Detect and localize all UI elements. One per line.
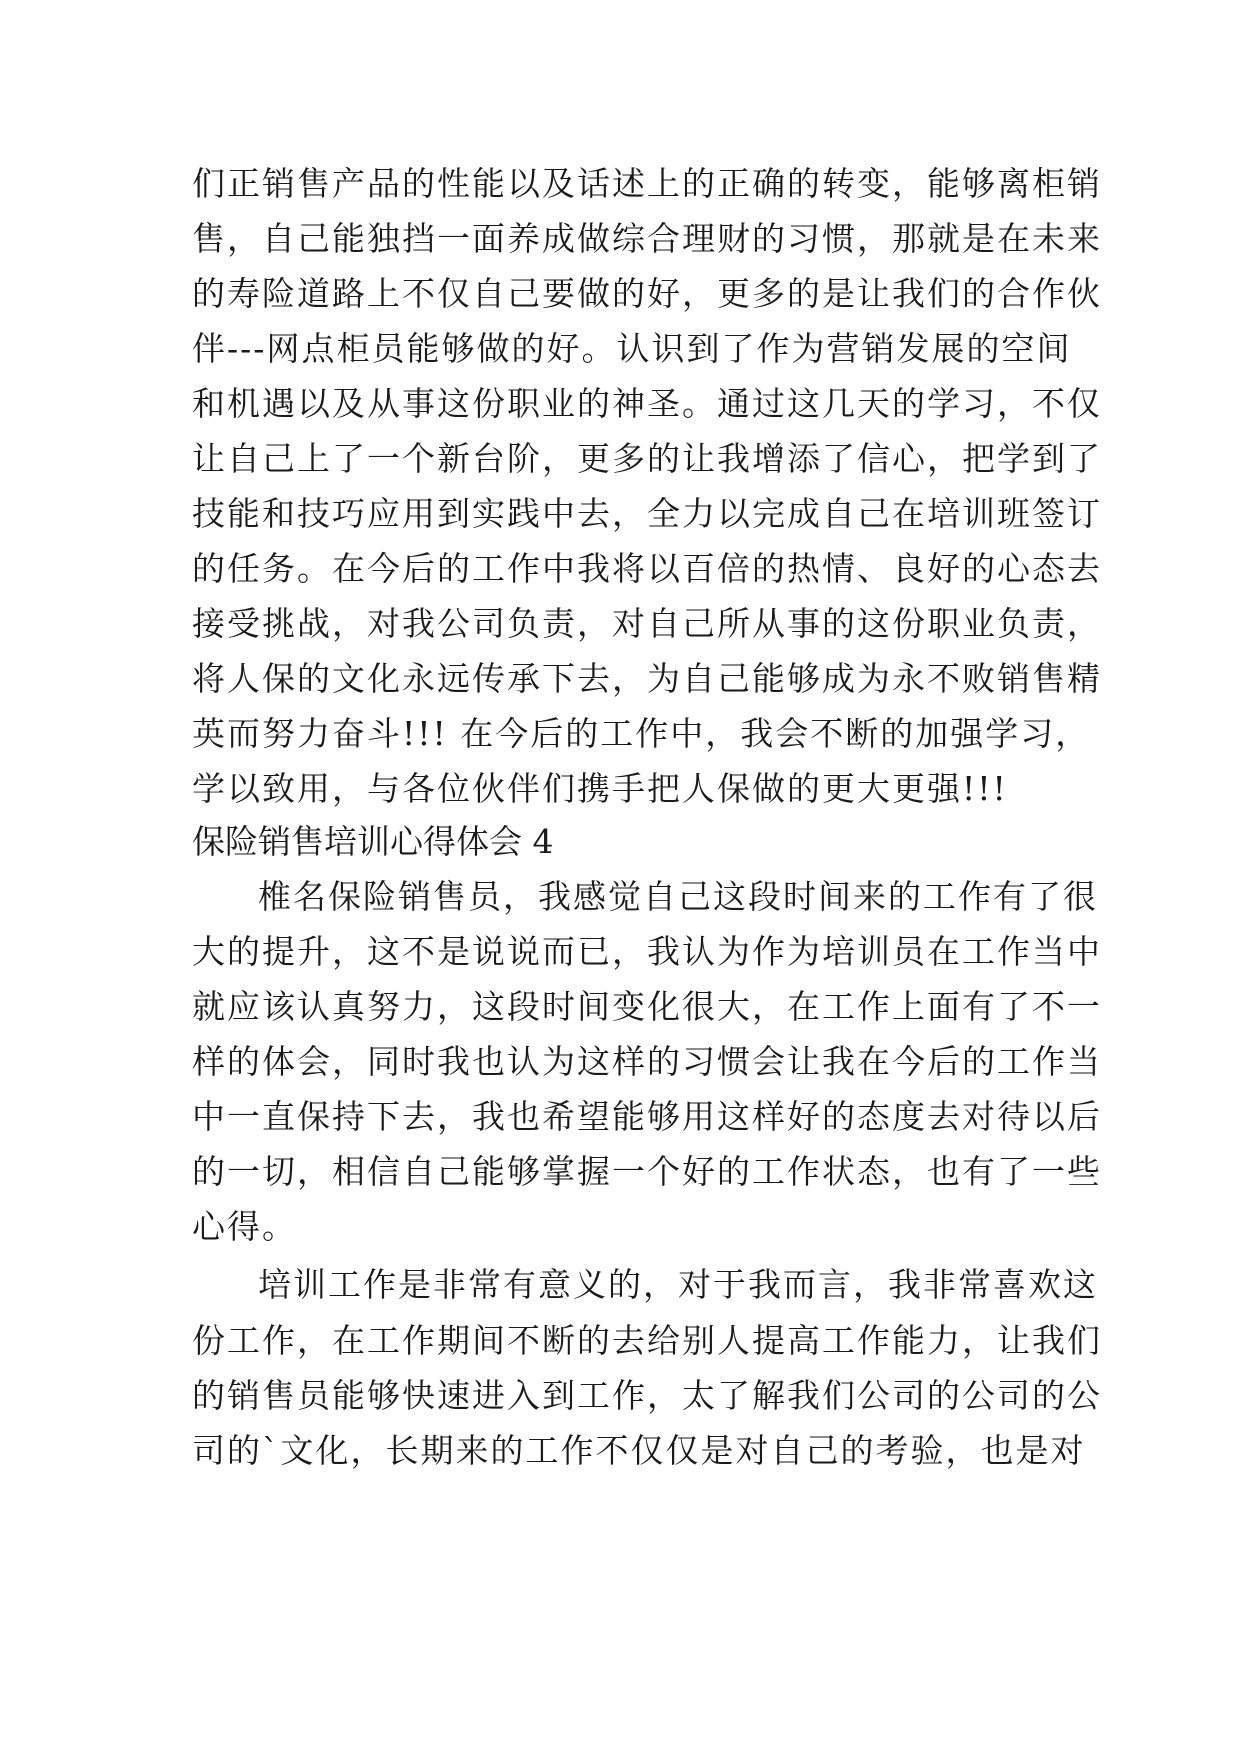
body-text-line: 中一直保持下去，我也希望能够用这样好的态度去对待以后 bbox=[192, 1097, 1102, 1136]
body-text-line: 的销售员能够快速进入到工作，太了解我们公司的公司的公 bbox=[192, 1376, 1102, 1415]
body-text-line: 将人保的文化永远传承下去，为自己能够成为永不败销售精 bbox=[192, 659, 1102, 698]
body-text-line: 技能和技巧应用到实践中去，全力以完成自己在培训班签订 bbox=[192, 494, 1102, 533]
body-text-line: 培训工作是非常有意义的，对于我而言，我非常喜欢这 bbox=[258, 1265, 1098, 1304]
body-text-line: 的任务。在今后的工作中我将以百倍的热情、良好的心态去 bbox=[192, 549, 1102, 588]
body-text-line: 接受挑战，对我公司负责，对自己所从事的这份职业负责， bbox=[192, 604, 1102, 643]
section-title: 保险销售培训心得体会 4 bbox=[192, 822, 554, 861]
body-text-line: 的一切，相信自己能够掌握一个好的工作状态，也有了一些 bbox=[192, 1152, 1102, 1191]
body-text-line: 份工作，在工作期间不断的去给别人提高工作能力，让我们 bbox=[192, 1321, 1102, 1360]
body-text-line: 椎名保险销售员，我感觉自己这段时间来的工作有了很 bbox=[258, 877, 1098, 916]
body-text-line: 和机遇以及从事这份职业的神圣。通过这几天的学习，不仅 bbox=[192, 384, 1102, 423]
body-text-line: 伴---网点柜员能够做的好。认识到了作为营销发展的空间 bbox=[192, 329, 1072, 368]
body-text-line: 心得。 bbox=[192, 1207, 297, 1246]
body-text-line: 就应该认真努力，这段时间变化很大，在工作上面有了不一 bbox=[192, 987, 1102, 1026]
body-text-line: 的寿险道路上不仅自己要做的好，更多的是让我们的合作伙 bbox=[192, 274, 1102, 313]
body-text-line: 学以致用，与各位伙伴们携手把人保做的更大更强!!! bbox=[192, 769, 1008, 808]
body-text-line: 让自己上了一个新台阶，更多的让我增添了信心，把学到了 bbox=[192, 439, 1102, 478]
body-text-line: 售，自己能独挡一面养成做综合理财的习惯，那就是在未来 bbox=[192, 219, 1102, 258]
body-text-line: 英而努力奋斗!!! 在今后的工作中，我会不断的加强学习， bbox=[192, 714, 1091, 753]
body-text-line: 样的体会，同时我也认为这样的习惯会让我在今后的工作当 bbox=[192, 1042, 1102, 1081]
body-text-line: 大的提升，这不是说说而已，我认为作为培训员在工作当中 bbox=[192, 932, 1102, 971]
body-text-line: 司的`文化，长期来的工作不仅仅是对自己的考验，也是对 bbox=[192, 1431, 1086, 1470]
body-text-line: 们正销售产品的性能以及话述上的正确的转变，能够离柜销 bbox=[192, 164, 1102, 203]
